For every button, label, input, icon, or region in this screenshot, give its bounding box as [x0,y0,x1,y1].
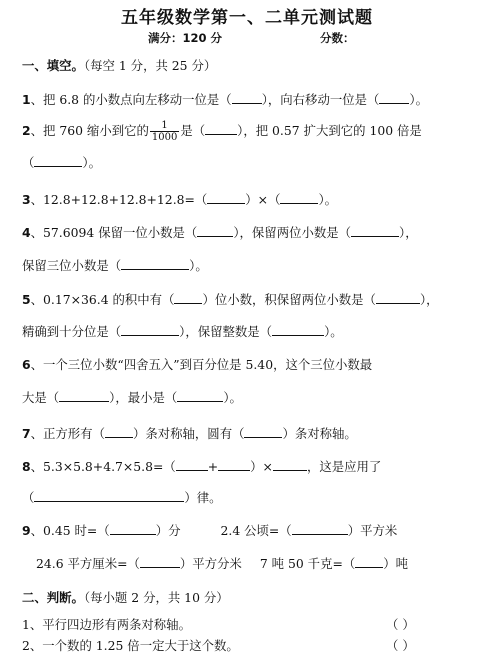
answer-blank[interactable] [140,556,180,568]
answer-blank[interactable] [34,155,82,167]
answer-blank[interactable] [205,123,237,135]
judgement-text: 2、一个数的 1.25 倍一定大于这个数。 [22,638,239,653]
question-text: ）×（ [245,192,281,207]
question-4 [22,223,418,241]
answer-blank[interactable] [110,523,156,535]
question-number: 8 [22,459,31,474]
question-7 [22,424,357,442]
question-text: 大是（ [22,390,60,405]
section-note: （每空 1 分，共 25 分） [83,58,217,73]
question-2-cont [22,153,101,171]
question-5 [22,290,439,308]
question-text: ），保留整数是（ [179,324,273,339]
answer-blank[interactable] [105,426,133,438]
judgement-1-answer[interactable]: （ ） [386,617,415,632]
question-number: 1 [22,92,31,107]
answer-blank[interactable] [355,556,383,568]
question-9 [22,521,397,539]
question-text: 是（ [180,123,206,138]
answer-blank[interactable] [174,292,202,304]
question-text: 保留三位小数是（ [22,258,122,273]
section-heading: 二、判断。 [22,590,84,605]
question-6 [22,355,372,373]
question-text: ），把 0.57 扩大到它的 100 倍是 [237,123,422,138]
answer-blank[interactable] [379,92,409,104]
answer-blank[interactable] [59,390,109,402]
question-3 [22,190,337,208]
question-text: 、一个三位小数“四舍五入”到百分位是 5.40，这个三位小数最 [30,357,373,372]
question-text: ）。 [324,324,343,339]
answer-blank[interactable] [121,324,179,336]
question-text: ）。 [409,92,428,107]
answer-blank[interactable] [376,292,420,304]
score-label: 分数： [320,31,355,45]
answer-blank[interactable] [207,192,245,204]
question-number: 7 [22,426,31,441]
question-text: 、把 760 缩小到它的 [30,123,149,138]
question-text: （ [22,490,35,505]
question-8 [22,457,381,475]
question-text: 精确到十分位是（ [22,324,122,339]
answer-blank[interactable] [218,459,250,471]
question-text: ）， [399,225,418,240]
judgement-2 [22,636,239,654]
answer-blank[interactable] [273,459,307,471]
question-text: 、12.8+12.8+12.8+12.8=（ [30,192,208,207]
question-text: 、0.17×36.4 的积中有（ [30,292,175,307]
question-text: ，这是应用了 [306,459,382,474]
question-text: 24.6 平方厘米=（ [36,556,140,571]
question-text: ）律。 [184,490,222,505]
question-number: 3 [22,192,31,207]
answer-blank[interactable] [34,490,184,502]
question-text: ）平方分米 [179,556,242,571]
section-heading: 一、填空。 [22,58,84,73]
question-text: ）位小数，积保留两位小数是（ [202,292,376,307]
page-title: 五年级数学第一、二单元测试题 [121,8,373,28]
question-text: 、正方形有（ [30,426,105,441]
section-note: （每小题 2 分，共 10 分） [83,590,229,605]
question-text: ）吨 [383,556,409,571]
answer-blank[interactable] [197,225,233,237]
answer-blank[interactable] [121,258,189,270]
question-text: ）。 [318,192,338,207]
question-number: 4 [22,225,31,240]
answer-blank[interactable] [280,192,318,204]
question-number: 9 [22,523,31,538]
question-text: 、0.45 时=（ [30,523,110,538]
question-text: ），向右移动一位是（ [261,92,380,107]
question-4-cont [22,256,208,274]
question-text: 、5.3×5.8+4.7×5.8=（ [30,459,176,474]
section-judgement [22,588,229,606]
question-number: 6 [22,357,31,372]
answer-blank[interactable] [272,324,324,336]
answer-blank[interactable] [177,390,223,402]
question-2 [22,120,422,143]
answer-blank[interactable] [232,92,262,104]
question-number: 2 [22,123,31,138]
fraction-numerator: 1 [150,120,179,132]
question-text: 2.4 公顷=（ [220,523,292,538]
judgement-text: 1、平行四边形有两条对称轴。 [22,617,191,632]
question-text: ），最小是（ [109,390,178,405]
question-9-cont [36,554,408,572]
question-number: 5 [22,292,31,307]
question-text: （ [22,155,35,170]
question-text: ）。 [189,258,208,273]
fraction [150,120,179,143]
question-text: 7 吨 50 千克=（ [259,556,356,571]
question-text: ），保留两位小数是（ [233,225,352,240]
answer-blank[interactable] [244,426,282,438]
question-6-cont [22,388,242,406]
fraction-denominator: 1000 [151,132,178,143]
question-text: 、57.6094 保留一位小数是（ [30,225,198,240]
judgement-1 [22,615,191,633]
question-text: ）平方米 [347,523,398,538]
question-text: ）， [419,292,439,307]
question-text: 、把 6.8 的小数点向左移动一位是（ [30,92,232,107]
section-fill-blank [22,56,216,74]
question-text: ）。 [82,155,101,170]
full-score-label: 满分：120 分 [148,31,223,45]
answer-blank[interactable] [351,225,399,237]
question-text: ）。 [223,390,242,405]
question-5-cont [22,322,343,340]
question-8-cont [22,488,222,506]
judgement-2-answer[interactable]: （ ） [386,638,415,653]
answer-blank[interactable] [176,459,208,471]
question-text: ）条对称轴，圆有（ [132,426,245,441]
question-text: ）条对称轴。 [282,426,357,441]
answer-blank[interactable] [292,523,348,535]
question-text: ）分 [155,523,181,538]
question-text: + [207,459,219,474]
question-text: ）× [250,459,273,474]
question-1 [22,90,428,108]
